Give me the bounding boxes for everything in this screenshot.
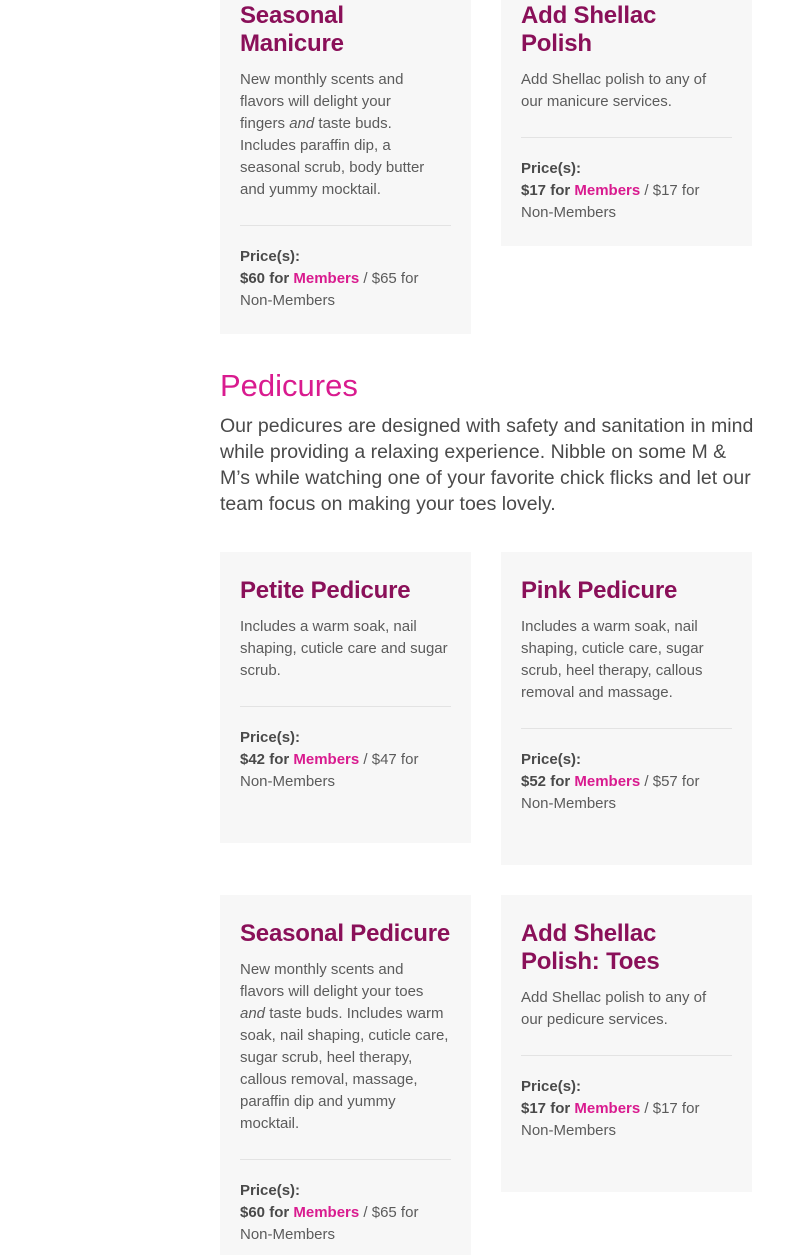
nonmember-price: / $65 for Non-Members: [240, 1204, 419, 1243]
price-block: [521, 158, 721, 224]
service-title: Add Shellac Polish: Toes: [521, 920, 660, 975]
service-title: Pink Pedicure: [521, 577, 678, 604]
service-description: [240, 69, 440, 201]
service-card-add-shellac-toes: [501, 895, 752, 1192]
divider: [521, 728, 732, 729]
members-link[interactable]: Members: [293, 1204, 360, 1221]
service-card-petite-pedicure: [220, 552, 471, 843]
members-link[interactable]: Members: [574, 1100, 641, 1117]
service-title: Petite Pedicure: [240, 577, 411, 604]
price-label: Price(s):: [521, 160, 582, 177]
price-block: [240, 1180, 440, 1246]
price-block: [521, 1076, 721, 1142]
members-link[interactable]: Members: [574, 182, 641, 199]
divider: [240, 1159, 451, 1160]
desc-emphasis: and: [240, 1005, 266, 1022]
member-price: $17 for: [521, 1100, 571, 1117]
price-block: [240, 727, 440, 793]
price-label: Price(s):: [521, 1078, 582, 1095]
nonmember-price: / $57 for Non-Members: [521, 773, 700, 812]
service-description: [521, 69, 721, 113]
desc-text: Includes a warm soak, nail shaping, cuticle care and sugar scrub.: [240, 618, 448, 679]
service-title: Add Shellac Polish: [521, 2, 657, 57]
service-description: [240, 959, 451, 1135]
service-card-seasonal-manicure: [220, 0, 471, 334]
nonmember-price: / $65 for Non-Members: [240, 270, 419, 309]
desc-text: New monthly scents and flavors will delight your fingers: [240, 71, 404, 132]
member-price: $42 for: [240, 751, 290, 768]
divider: [521, 1055, 732, 1056]
section-intro: Our pedicures are designed with safety and sanitation in mind while providing a relaxing experience. Nibble on some M & M’s while watching one of your favorite chick flicks and let our team focus on making your toes lovely.: [220, 415, 754, 515]
member-price: $52 for: [521, 773, 571, 790]
desc-text: Add Shellac polish to any of our manicure services.: [521, 71, 707, 110]
service-card-pink-pedicure: [501, 552, 752, 865]
service-card-seasonal-pedicure: [220, 895, 471, 1255]
price-block: [240, 246, 440, 312]
members-link[interactable]: Members: [574, 773, 641, 790]
member-price: $60 for: [240, 270, 290, 287]
service-description: [521, 987, 721, 1031]
service-card-add-shellac-polish: [501, 0, 752, 246]
price-label: Price(s):: [240, 1182, 301, 1199]
divider: [240, 225, 451, 226]
desc-text: New monthly scents and flavors will delight your toes: [240, 961, 424, 1000]
service-description: [521, 616, 721, 704]
members-link[interactable]: Members: [293, 751, 360, 768]
desc-text: Add Shellac polish to any of our pedicure services.: [521, 989, 707, 1028]
section-title-pedicures: Pedicures: [220, 368, 358, 403]
member-price: $17 for: [521, 182, 571, 199]
members-link[interactable]: Members: [293, 270, 360, 287]
price-label: Price(s):: [521, 751, 582, 768]
nonmember-price: / $17 for Non-Members: [521, 1100, 700, 1139]
service-title: Seasonal Pedicure: [240, 920, 451, 947]
desc-text: taste buds. Includes paraffin dip, a seasonal scrub, body butter and yummy mocktail.: [240, 115, 425, 198]
service-title: Seasonal Manicure: [240, 2, 344, 57]
divider: [521, 137, 732, 138]
price-label: Price(s):: [240, 248, 301, 265]
service-description: [240, 616, 451, 682]
nonmember-price: / $17 for Non-Members: [521, 182, 700, 221]
desc-text: taste buds. Includes warm soak, nail shaping, cuticle care, sugar scrub, heel therapy, callous removal, massage, paraffin dip and yummy mocktail.: [240, 1005, 449, 1132]
price-label: Price(s):: [240, 729, 301, 746]
divider: [240, 706, 451, 707]
member-price: $60 for: [240, 1204, 290, 1221]
desc-text: Includes a warm soak, nail shaping, cuticle care, sugar scrub, heel therapy, callous removal and massage.: [521, 618, 704, 701]
price-block: [521, 749, 721, 815]
desc-emphasis: and: [289, 115, 315, 132]
nonmember-price: / $47 for Non-Members: [240, 751, 419, 790]
